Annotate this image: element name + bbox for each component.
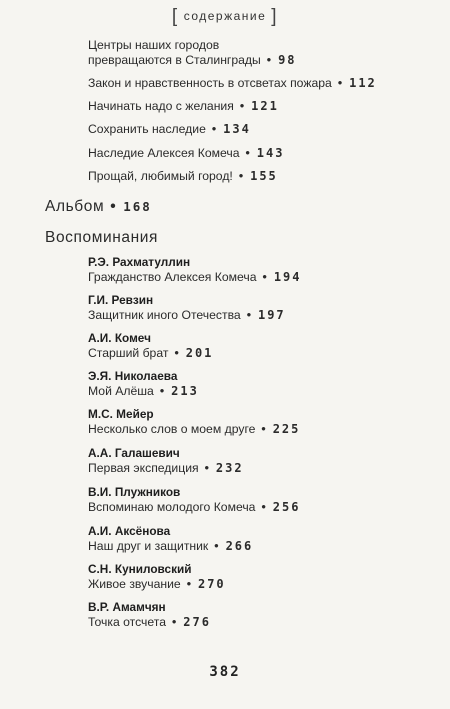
toc-page-number: 225	[272, 422, 301, 436]
author-name: В.Р. Амамчян	[88, 600, 166, 614]
bullet-separator: •	[262, 270, 267, 284]
toc-page-number: 155	[250, 169, 278, 183]
author-name: Э.Я. Николаева	[88, 369, 178, 383]
toc-entry[interactable]	[88, 384, 199, 399]
bullet-separator: •	[174, 346, 179, 360]
toc-entry[interactable]	[88, 461, 244, 476]
toc-entry[interactable]	[88, 53, 297, 68]
bullet-separator: •	[261, 500, 266, 514]
header-label: содержание	[183, 9, 267, 23]
toc-entry-title: Наш друг и защитник	[88, 539, 209, 553]
toc-entry[interactable]	[88, 122, 251, 137]
toc-entry[interactable]	[88, 615, 211, 630]
toc-entry-title: Старший брат	[88, 346, 169, 360]
toc-page-number: 121	[251, 99, 279, 113]
bullet-separator: •	[110, 198, 117, 215]
toc-entry-title: Живое звучание	[88, 577, 181, 591]
toc-entry-title: Несколько слов о моем друге	[88, 422, 256, 436]
toc-entry-title: Мой Алёша	[88, 384, 154, 398]
toc-entry-title: Вспоминаю молодого Комеча	[88, 500, 256, 514]
toc-page-number: 112	[349, 76, 377, 90]
page-number-footer: 382	[209, 664, 241, 680]
toc-page-number: 213	[171, 384, 199, 398]
toc-entry[interactable]	[88, 146, 284, 161]
toc-entry[interactable]	[88, 346, 213, 361]
toc-entry-title: Начинать надо с желания	[88, 99, 234, 113]
toc-page-number: 276	[183, 615, 211, 629]
toc-entry[interactable]	[88, 76, 377, 91]
author-name: А.И. Аксёнова	[88, 524, 171, 538]
bracket-close: ]	[271, 6, 279, 27]
section-memories-title: Воспоминания	[45, 229, 159, 246]
toc-entry[interactable]	[88, 422, 300, 437]
toc-page-number: 270	[197, 577, 226, 591]
toc-entry-title: Защитник иного Отечества	[88, 308, 241, 322]
toc-entry[interactable]	[88, 500, 300, 515]
author-name: А.А. Галашевич	[88, 446, 180, 460]
bullet-separator: •	[337, 76, 343, 90]
toc-entry-title: Первая экспедиция	[88, 461, 199, 475]
running-header	[0, 6, 450, 28]
bullet-separator: •	[261, 422, 266, 436]
bullet-separator: •	[159, 384, 165, 398]
author-name: В.И. Плужников	[88, 485, 181, 499]
bullet-separator: •	[186, 577, 191, 591]
toc-entry[interactable]	[88, 308, 286, 323]
toc-page-number: 143	[256, 146, 285, 160]
author-name: С.Н. Куниловский	[88, 562, 192, 576]
bracket-open: [	[171, 6, 179, 27]
toc-entry-title: Точка отсчета	[88, 615, 166, 629]
author-name: Р.Э. Рахматуллин	[88, 255, 191, 269]
toc-entry-title: превращаются в Сталинграды	[88, 53, 261, 67]
section-title: Альбом	[45, 198, 105, 215]
toc-page-number: 194	[273, 270, 302, 284]
toc-page-number: 256	[272, 500, 301, 514]
toc-page-number: 134	[223, 122, 251, 136]
toc-entry-title: Закон и нравственность в отсветах пожара	[88, 76, 332, 90]
author-name: А.И. Комеч	[88, 331, 151, 345]
bullet-separator: •	[204, 461, 209, 475]
bullet-separator: •	[239, 99, 245, 113]
author-name: М.С. Мейер	[88, 407, 154, 421]
bullet-separator: •	[245, 146, 250, 160]
toc-entry[interactable]	[88, 270, 302, 285]
bullet-separator: •	[211, 122, 217, 136]
toc-entry-title: Гражданство Алексея Комеча	[88, 270, 257, 284]
toc-entry-title: Наследие Алексея Комеча	[88, 146, 240, 160]
toc-entry[interactable]	[88, 577, 226, 592]
toc-page-number: 197	[257, 308, 286, 322]
bullet-separator: •	[266, 53, 272, 67]
bullet-separator: •	[238, 169, 244, 183]
toc-entry[interactable]	[88, 169, 278, 184]
toc-entry[interactable]	[88, 99, 279, 114]
toc-page-number: 201	[185, 346, 214, 360]
bullet-separator: •	[214, 539, 219, 553]
author-name: Г.И. Ревзин	[88, 293, 154, 307]
toc-page-number: 266	[225, 539, 254, 553]
bullet-separator: •	[171, 615, 177, 629]
toc-entry-title: Прощай, любимый город!	[88, 169, 233, 183]
toc-entry[interactable]	[88, 539, 253, 554]
toc-page-number: 168	[123, 199, 152, 214]
toc-page-number: 232	[215, 461, 244, 475]
section-album[interactable]	[45, 198, 152, 216]
bullet-separator: •	[246, 308, 251, 322]
toc-entry-title-line[interactable]: Центры наших городов	[88, 38, 220, 52]
toc-entry-title: Сохранить наследие	[88, 122, 206, 136]
toc-page-number: 98	[278, 53, 297, 67]
